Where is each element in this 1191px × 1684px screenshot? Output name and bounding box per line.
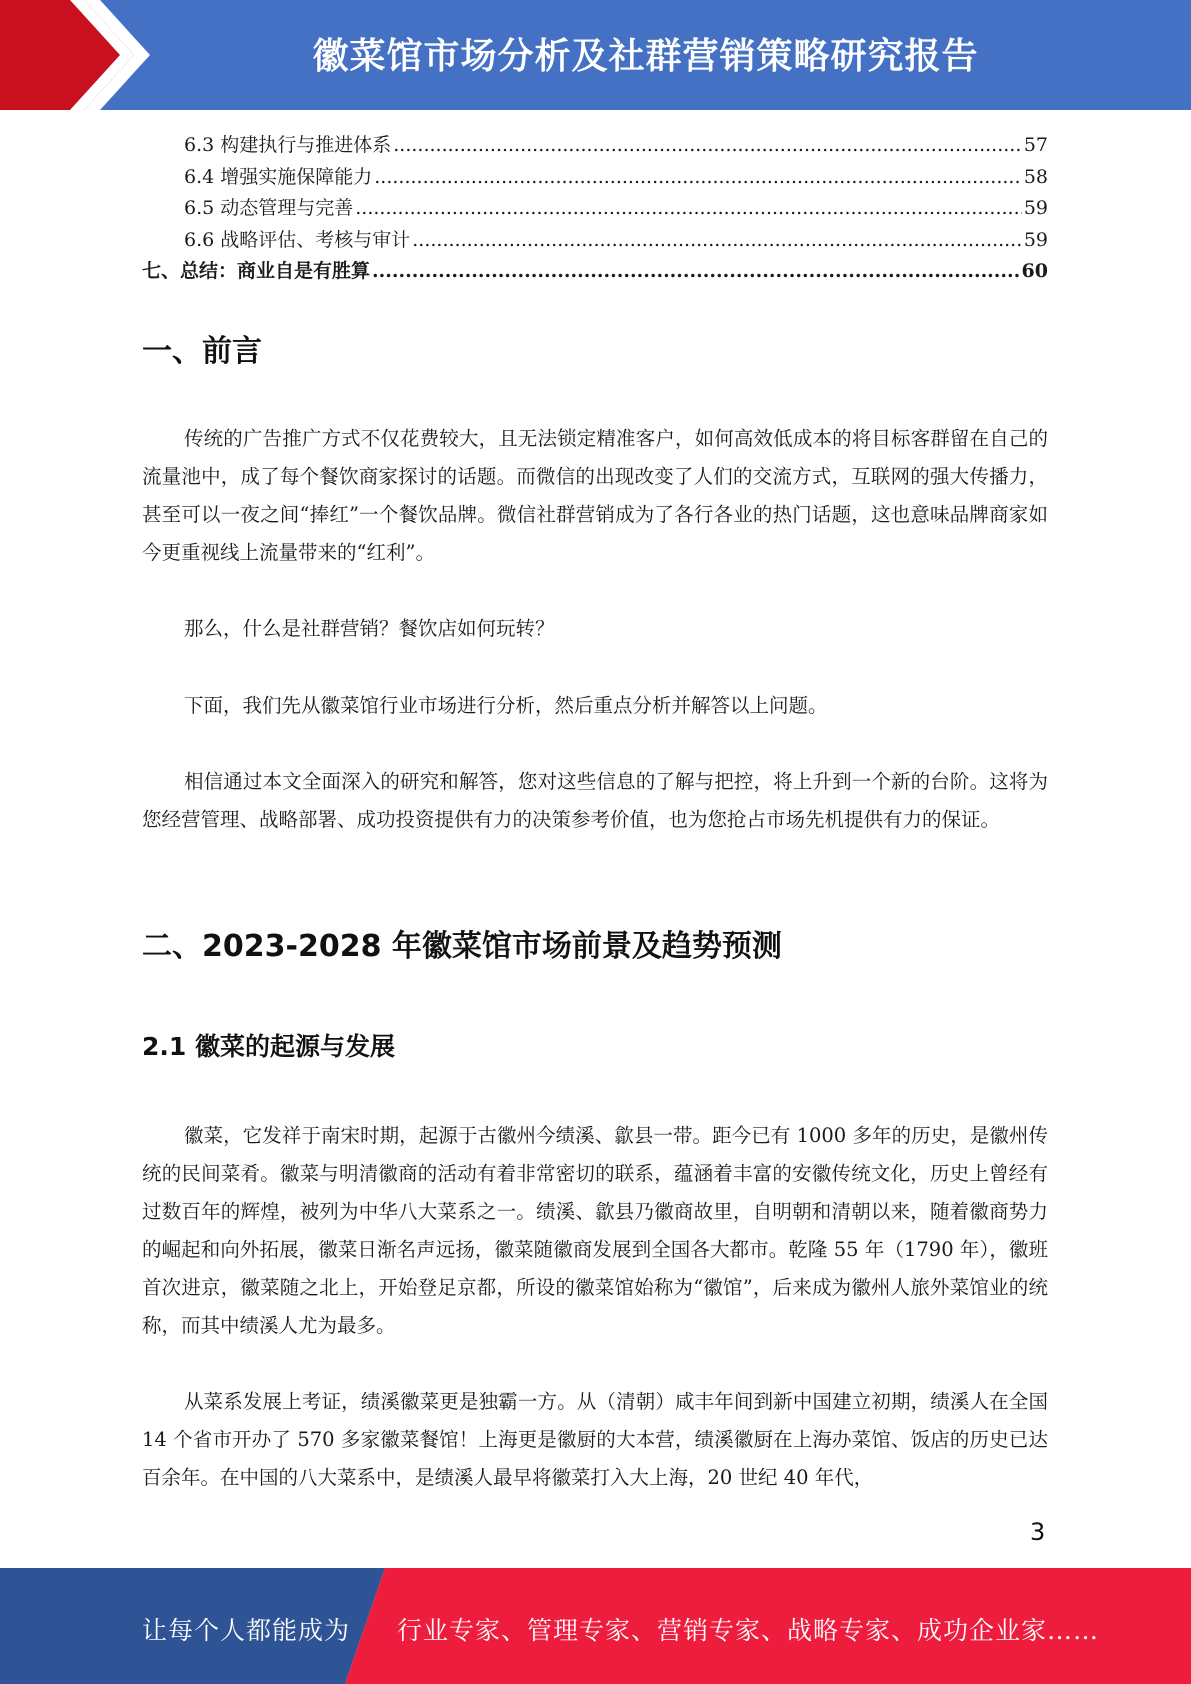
paragraph: 徽菜，它发祥于南宋时期，起源于古徽州今绩溪、歙县一带。距今已有 1000 多年的历史，是徽州传统的民间菜肴。徽菜与明清徽商的活动有着非常密切的联系，蕴涵着丰富的安徽传统文化，历史上曾经有过数百年的辉煌，被列为中华八大菜系之一。绩溪、歙县乃徽商故里，自明朝和清朝以来，随着徽商势力的崛起和向外拓展，徽菜日渐名声远扬，徽菜随徽商发展到全国各大都市。乾隆 55 年（1790 年），徽班首次进京，徽菜随之北上，开始登足京都，所设的徽菜馆始称为“徽馆”，后来成为徽州人旅外菜馆业的统称，而其中绩溪人尤为最多。 <box>142 1124 1048 1337</box>
footer-slogan-right: 行业专家、管理专家、营销专家、战略专家、成功企业家…… <box>397 1616 1100 1645</box>
report-title: 徽菜馆市场分析及社群营销策略研究报告 <box>312 36 979 77</box>
toc-leader-dots <box>355 193 1022 225</box>
subsection-heading-origin: 2.1 徽菜的起源与发展 <box>142 1032 395 1061</box>
page-header <box>0 0 1191 110</box>
toc-leader-dots <box>412 225 1022 257</box>
toc-entry-page: 60 <box>1021 260 1048 282</box>
toc-entry-page: 58 <box>1023 165 1048 188</box>
toc-entry[interactable] <box>142 225 1048 257</box>
toc-entry-label: 6.3 构建执行与推进体系 <box>184 134 392 156</box>
toc-leader-dots <box>393 130 1022 162</box>
toc-entry[interactable] <box>142 130 1048 162</box>
page-number: 3 <box>1030 1518 1046 1546</box>
paragraph: 那么，什么是社群营销？餐饮店如何玩转？ <box>184 617 555 640</box>
section-heading-preface: 一、前言 <box>142 334 262 369</box>
paragraph: 从菜系发展上考证，绩溪徽菜更是独霸一方。从（清朝）咸丰年间到新中国建立初期，绩溪人在全国 14 个省市开办了 570 多家徽菜餐馆！上海更是徽厨的大本营，绩溪徽厨在上海办菜馆、饭店的历史已达百余年。在中国的八大菜系中，是绩溪人最早将徽菜打入大上海，20 世纪 40 年代， <box>142 1390 1048 1489</box>
paragraph: 下面，我们先从徽菜馆行业市场进行分析，然后重点分析并解答以上问题。 <box>184 694 828 717</box>
toc-leader-dots <box>372 256 1020 288</box>
table-of-contents <box>142 130 1048 288</box>
toc-entry-page: 59 <box>1023 228 1048 251</box>
paragraph: 相信通过本文全面深入的研究和解答，您对这些信息的了解与把控，将上升到一个新的台阶。这将为您经营管理、战略部署、成功投资提供有力的决策参考价值，也为您抢占市场先机提供有力的保证。 <box>142 770 1048 831</box>
toc-entry-label: 七、总结：商业自是有胜算 <box>142 260 371 282</box>
toc-entry-page: 59 <box>1023 197 1048 219</box>
toc-entry[interactable] <box>142 162 1048 194</box>
toc-entry[interactable] <box>142 193 1048 225</box>
toc-entry-label: 6.5 动态管理与完善 <box>184 197 354 219</box>
toc-entry-label: 6.4 增强实施保障能力 <box>184 165 373 188</box>
footer-slogan-left: 让每个人都能成为 <box>142 1616 351 1645</box>
toc-entry-page: 57 <box>1023 134 1048 156</box>
toc-leader-dots <box>374 162 1022 194</box>
paragraph: 传统的广告推广方式不仅花费较大，且无法锁定精准客户，如何高效低成本的将目标客群留在自己的流量池中，成了每个餐饮商家探讨的话题。而微信的出现改变了人们的交流方式，互联网的强大传播力，甚至可以一夜之间“捧红”一个餐饮品牌。微信社群营销成为了各行各业的热门话题，这也意味品牌商家如今更重视线上流量带来的“红利”。 <box>142 427 1048 564</box>
toc-entry-label: 6.6 战略评估、考核与审计 <box>184 228 411 251</box>
toc-entry[interactable] <box>142 256 1048 288</box>
section-heading-market-outlook: 二、2023-2028 年徽菜馆市场前景及趋势预测 <box>142 929 782 964</box>
header-arrow-icon <box>0 0 150 110</box>
